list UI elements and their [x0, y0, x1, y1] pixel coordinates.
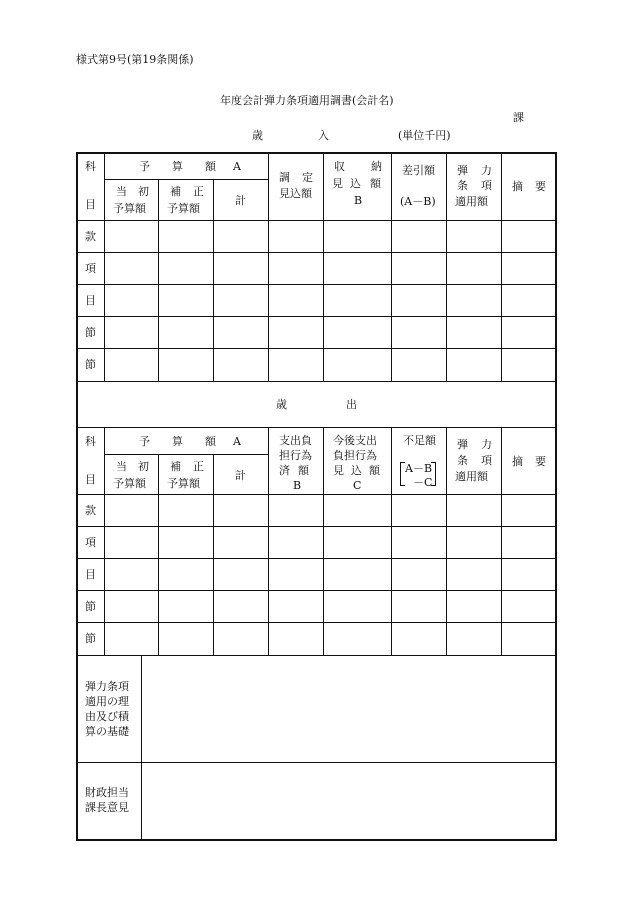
exp-shortage-3: －C [413, 476, 433, 489]
rev-receipts-2: 納 [371, 160, 382, 173]
rev-row-label: 款 [85, 230, 96, 243]
rule [104, 427, 105, 655]
rule [391, 427, 392, 655]
exp-row-label: 款 [85, 504, 96, 517]
rule [76, 526, 557, 527]
rule [76, 494, 557, 495]
rev-remarks-1: 摘 [512, 180, 523, 193]
rule [76, 348, 557, 349]
rule [213, 454, 214, 655]
rev-diff-2: (A－B) [400, 195, 436, 208]
rev-flex-4: 項 [481, 179, 492, 192]
rev-budget-label-1: 予 [139, 160, 150, 173]
exp-remarks-2: 要 [535, 455, 546, 468]
reason-label-line: 適用の理 [85, 695, 129, 708]
exp-future-4: 込 [351, 464, 362, 477]
exp-shortage-1: 不足額 [403, 434, 436, 447]
finance-label-line: 課長意見 [85, 801, 129, 814]
exp-future-3: 見 [333, 464, 344, 477]
exp-row-label: 節 [85, 600, 96, 613]
finance-label-line: 財政担当 [85, 786, 129, 799]
exp-col-kamoku-bottom: 目 [85, 473, 96, 486]
rev-flex-1: 弾 [457, 164, 468, 177]
rule [446, 427, 447, 655]
adjustment-table [76, 152, 557, 841]
rule [76, 381, 557, 382]
document-title: 年度会計弾力条項適用調書(会計名) [220, 94, 394, 107]
rule [158, 179, 159, 382]
exp-future-1: 今後支出 [333, 434, 377, 447]
rev-adjusted-1: 調 [279, 171, 290, 184]
exp-row-label: 項 [85, 536, 96, 549]
rule [76, 284, 557, 285]
exp-flex-5: 適用額 [455, 470, 488, 483]
rev-receipts-3: 見 [332, 177, 343, 190]
exp-paid-5: B [293, 479, 302, 492]
rule [323, 427, 324, 655]
rule [76, 762, 557, 763]
rule [76, 655, 557, 656]
rule [158, 454, 159, 655]
rev-supplement-1: 補 [170, 185, 181, 198]
rev-adjusted-3: 見込額 [279, 187, 312, 200]
unit-label: (単位千円) [398, 129, 451, 142]
exp-budget-label-4: A [233, 435, 241, 448]
revenue-heading-right: 入 [318, 129, 329, 142]
rule [104, 454, 268, 455]
rule [76, 427, 557, 428]
exp-future-5: 額 [369, 464, 380, 477]
rev-row-label: 節 [85, 326, 96, 339]
exp-budget-label-1: 予 [139, 435, 150, 448]
rule [268, 427, 269, 655]
expenditure-heading-left: 歳 [276, 398, 287, 411]
rev-budget-label-2: 算 [172, 160, 183, 173]
rev-col-kamoku-bottom: 目 [85, 198, 96, 211]
reason-label-line: 算の基礎 [85, 725, 129, 738]
exp-paid-1: 支出負 [279, 434, 312, 447]
expenditure-heading-right: 出 [346, 398, 357, 411]
exp-flex-2: 力 [481, 438, 492, 451]
rev-receipts-5: 額 [370, 177, 381, 190]
rev-initial-2: 初 [138, 185, 149, 198]
exp-future-6: C [353, 479, 362, 492]
rev-flex-3: 条 [457, 179, 468, 192]
rule [76, 590, 557, 591]
rev-flex-2: 力 [481, 164, 492, 177]
rule [76, 558, 557, 559]
reason-label-line: 由及び積 [85, 710, 129, 723]
exp-future-2: 負担行為 [333, 449, 377, 462]
rule [104, 179, 268, 180]
exp-paid-2: 担行為 [279, 449, 312, 462]
exp-flex-4: 項 [481, 454, 492, 467]
rev-budget-label-3: 額 [205, 160, 216, 173]
exp-initial-2: 初 [138, 460, 149, 473]
exp-budget-label-2: 算 [172, 435, 183, 448]
rule [76, 622, 557, 623]
rev-supplement-3: 予算額 [167, 202, 200, 215]
exp-initial-3: 予算額 [113, 477, 146, 490]
rule [76, 252, 557, 253]
exp-remarks-1: 摘 [512, 455, 523, 468]
exp-paid-4: 額 [298, 464, 309, 477]
exp-flex-3: 条 [457, 454, 468, 467]
exp-row-label: 目 [85, 568, 96, 581]
rev-diff-1: 差引額 [402, 164, 435, 177]
exp-row-label: 節 [85, 632, 96, 645]
rule [76, 316, 557, 317]
exp-supplement-3: 予算額 [167, 477, 200, 490]
reason-label-line: 弾力条項 [85, 680, 129, 693]
rev-initial-3: 予算額 [113, 202, 146, 215]
form-number: 様式第9号(第19条関係) [76, 53, 194, 66]
rev-col-kamoku-top: 科 [85, 160, 96, 173]
exp-col-kamoku-top: 科 [85, 435, 96, 448]
dept-suffix: 課 [513, 111, 524, 124]
exp-paid-3: 済 [279, 464, 290, 477]
rev-receipts-4: 込 [350, 177, 361, 190]
rule [501, 427, 502, 655]
exp-supplement-1: 補 [170, 460, 181, 473]
rev-adjusted-2: 定 [302, 171, 313, 184]
rule [213, 179, 214, 382]
rule [76, 220, 557, 221]
rev-total: 計 [235, 194, 246, 207]
exp-budget-label-3: 額 [205, 435, 216, 448]
exp-supplement-2: 正 [193, 460, 204, 473]
rule [141, 655, 142, 841]
exp-initial-1: 当 [116, 460, 127, 473]
rev-supplement-2: 正 [193, 185, 204, 198]
rev-row-label: 節 [85, 358, 96, 371]
exp-total: 計 [235, 469, 246, 482]
revenue-heading-left: 歳 [252, 129, 263, 142]
rev-remarks-2: 要 [535, 180, 546, 193]
rev-budget-label-4: A [233, 160, 241, 173]
exp-flex-1: 弾 [457, 438, 468, 451]
rev-row-label: 目 [85, 294, 96, 307]
rev-initial-1: 当 [116, 185, 127, 198]
exp-shortage-2: A－B [405, 462, 433, 475]
rev-row-label: 項 [85, 262, 96, 275]
rev-receipts-1: 収 [334, 160, 345, 173]
rev-flex-5: 適用額 [455, 195, 488, 208]
rev-receipts-6: B [354, 194, 363, 207]
